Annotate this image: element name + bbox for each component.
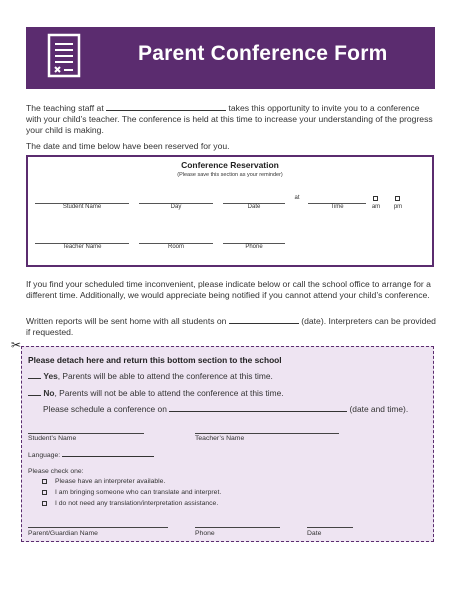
parent-name-label: Parent/Guardian Name: [28, 530, 98, 537]
student-name-label: Student Name: [62, 204, 102, 210]
phone-label-bottom: Phone: [195, 530, 215, 537]
reservation-title: Conference Reservation: [181, 160, 279, 170]
phone-label: Phone: [245, 244, 263, 250]
teacher-name-label-bottom: Teacher’s Name: [195, 435, 245, 442]
option-interpreter: [42, 478, 165, 485]
language-field[interactable]: [62, 456, 154, 457]
reserved-paragraph: The date and time below have been reserved for you.: [26, 141, 230, 151]
option-no-assistance-text: I do not need any translation/interpretation assistance.: [55, 500, 219, 507]
teacher-name-field[interactable]: [195, 433, 339, 434]
reports-text-a: Written reports will be sent home with all students on: [26, 316, 227, 326]
student-name-label-bottom: Student’s Name: [28, 435, 77, 442]
date-field[interactable]: [307, 527, 353, 528]
option-bringing-text: I am bringing someone who can translate and interpret.: [55, 489, 222, 496]
yes-blank[interactable]: [28, 378, 41, 379]
scissors-icon: ✂: [11, 338, 22, 352]
form-document-icon: [47, 33, 81, 78]
pm-label: pm: [393, 204, 403, 210]
date-label-bottom: Date: [307, 530, 322, 537]
school-name-blank[interactable]: [106, 103, 226, 111]
parent-name-field[interactable]: [28, 527, 168, 528]
schedule-blank[interactable]: [169, 411, 347, 412]
header-banner: [26, 27, 435, 89]
intro-text-a: The teaching staff at: [26, 103, 104, 113]
no-bold-label: No: [43, 388, 55, 398]
teacher-name-label: Teacher Name: [62, 244, 102, 250]
room-label: Room: [167, 244, 184, 250]
yes-text: , Parents will be able to attend the conference at this time.: [57, 371, 273, 381]
conference-reservation-box: [26, 155, 434, 267]
option-no-assistance: [42, 500, 218, 507]
page-title: Parent Conference Form: [138, 42, 388, 65]
day-label: Day: [170, 204, 182, 210]
at-label: at: [294, 195, 300, 201]
intro-text-b: takes this opportunity to invite you to a conference with your child’s teacher. The conference is held at this time to increase your understanding of the progress your child is making.: [26, 103, 433, 135]
phone-field[interactable]: [195, 527, 280, 528]
schedule-line: [43, 404, 408, 414]
pm-checkbox[interactable]: [395, 196, 400, 201]
report-date-blank[interactable]: [229, 316, 299, 324]
reschedule-paragraph: If you find your scheduled time inconvenient, please indicate below or call the school office to arrange for a different time. Additionally, we would appreciate being notified if you cannot attend your child’s conference.: [26, 279, 431, 300]
check-one-label: Please check one:: [28, 468, 84, 475]
checkbox-no-assistance[interactable]: [42, 501, 47, 506]
detach-section: [21, 346, 434, 542]
yes-bold-label: Yes: [43, 371, 58, 381]
yes-option: [28, 371, 273, 381]
schedule-text-b: (date and time).: [349, 404, 409, 414]
language-label: Language:: [28, 452, 61, 459]
am-checkbox[interactable]: [373, 196, 378, 201]
time-label: Time: [330, 204, 344, 210]
checkbox-interpreter[interactable]: [42, 479, 47, 484]
student-name-field[interactable]: [28, 433, 144, 434]
am-label: am: [371, 204, 381, 210]
checkbox-bringing[interactable]: [42, 490, 47, 495]
reports-text-b: (date). Interpreters can be provided if requested.: [26, 316, 436, 337]
intro-paragraph: [26, 103, 436, 136]
no-option: [28, 388, 284, 398]
reservation-subtitle: (Please save this section as your reminder): [177, 172, 283, 178]
schedule-text-a: Please schedule a conference on: [43, 404, 167, 414]
no-text: , Parents will not be able to attend the conference at this time.: [54, 388, 284, 398]
date-label: Date: [247, 204, 261, 210]
language-row: [28, 452, 154, 459]
reports-paragraph: [26, 316, 436, 338]
detach-heading: Please detach here and return this bottom section to the school: [28, 355, 282, 365]
option-bringing: [42, 489, 221, 496]
option-interpreter-text: Please have an interpreter available.: [55, 478, 166, 485]
no-blank[interactable]: [28, 395, 41, 396]
